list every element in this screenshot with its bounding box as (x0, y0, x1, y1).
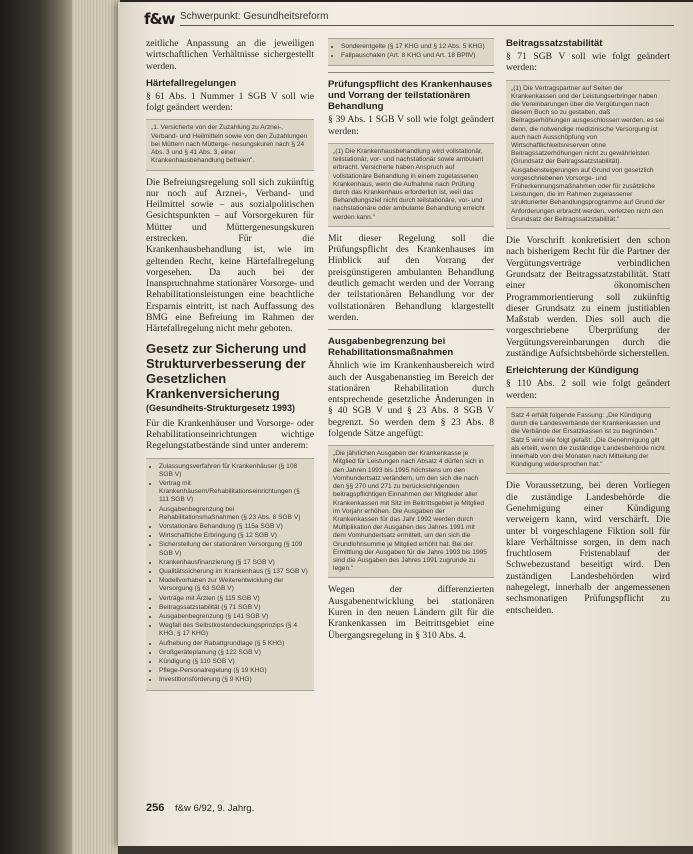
list-item: • Investitionsförderung (§ 9 KHG) (159, 676, 309, 684)
quote-box: „Die jährlichen Ausgaben der Krankenkasse je Mitglied für Leistungen nach Absatz 4 dürfen sich in den Jahren 1993 bis 1995 höchstens um den Vomhundertsatz verändern, um den sich die nach den §§ 270 und 271 zu berücksichtigenden beitragspflichtigen Einnahmen der Mitglieder aller Krankenkassen mit Sitz im Beitrittsgebiet je Mitglied im Vorjahr erhöhen. Die Ausgaben der Krankenkassen für das Jahr 1992 werden durch Multiplikation der Ausgaben des Jahres 1991 mit dem Vomhundertsatz ermittelt, um den sich die Grundlohnsumme je Mitglied erhöht hat. Bei der Ermittlung der Ausgaben für die Jahre 1993 bis 1995 sind die Ausgaben des Jahres 1991 zugrunde zu legen." (328, 445, 494, 578)
quote-box: „1. Versicherte von der Zuzahlung zu Arznei-, Verband- und Heilmitteln sowie von den Zuzahlungen bei Müttern nach Mütterge- nesungskuren nach § 24 Abs. 3 und § 41 Abs. 3, einer Krankenhausbehandlung befreien". (146, 119, 314, 170)
running-header (144, 10, 674, 32)
section-heading: Härtefallregelungen (146, 77, 237, 89)
journal-logo: f&w (144, 10, 175, 28)
list-item: • Wirtschaftliche Erbringung (§ 12 SGB V) (159, 532, 309, 540)
list-item: • Sicherstellung der stationären Versorgung (§ 109 SGB V) (159, 541, 309, 557)
list-item: • Ausgabenbegrenzung (§ 141 SGB V) (159, 613, 309, 621)
column-1 (146, 38, 314, 697)
list-item: • Kündigung (§ 110 SGB V) (159, 658, 309, 666)
page-edges (72, 0, 120, 854)
header-rule (180, 25, 674, 26)
paragraph: Die Vorschrift konkretisiert den schon nach bisherigem Recht für die Partner der Vergütungsverträge verbindlichen Grundsatz der Beitragssatzstabilität. Statt einer ökonomischen Programmorientierung soll zukünftig dieser Grundsatz zu einem justitiablen Maßstab werden. Dies soll auch die vorgeschriebene Überprüfung der Vergütungsvereinbarungen durch die zuständige Aufsichtsbehörde sicherstellen. (506, 235, 670, 360)
section-heading: Erleichterung der Kündigung (506, 365, 639, 377)
section-heading: Beitragssatzstabilität (506, 38, 603, 49)
list-item: • Ausgabenbegrenzung bei Rehabilitationsmaßnahmen (§ 23 Abs. 8 SGB V) (159, 506, 309, 522)
paragraph: Die Befreiungsregelung soll sich zukünftig nur noch auf Arznei-, Verband- und Heilmittel sowie – aus sozialpolitischen Gesichtspunkten – auf Vorsorgekuren für Mütter und Müttergenesungskuren erstrecken. Für die Krankenhausbehandlung ist, wie im geltenden Recht, keine Härtefallregelung vorgesehen. Da auch bei der Inanspruchnahme stationärer Vorsorge- und Rehabilitationsleistungen eine beachtliche Ersparnis eintritt, ist nach Auffassung des BMG eine Befreiung im Rahmen der Härtefallregelung nicht mehr geboten. (146, 176, 314, 335)
list-item: • Aufhebung der Rabattgrundlage (§ 5 KHG) (159, 640, 309, 648)
paragraph: § 110 Abs. 2 soll wie folgt geändert werden: (506, 378, 670, 401)
regulation-list (333, 43, 489, 60)
paragraph: Ähnlich wie im Krankenhausbereich wird auch der Ausgabenanstieg im Bereich der stationären Rehabilitation durch entsprechende gesetzliche Änderungen in § 40 SGB V und § 23 Abs. 8 SGB V begrenzt. So werden dem § 23 Abs. 8 folgende Sätze angefügt: (328, 360, 494, 439)
list-item: • Verträge mit Ärzten (§ 115 SGB V) (159, 595, 309, 603)
paragraph: Wegen der differenzierten Ausgabenentwicklung bei stationären Kuren in den neuen Ländern gilt für die Krankenkassen im Beitrittsgebiet eine Übergangsregelung in § 310 Abs. 4. (328, 584, 494, 641)
list-item: • Sonderentgelte (§ 17 KHG und § 12 Abs. 5 KHG) (341, 43, 489, 51)
regulation-list-box-cont (328, 38, 494, 66)
paragraph: § 61 Abs. 1 Nummer 1 SGB V soll wie folgt geändert werden: (146, 90, 314, 114)
paragraph: zeitliche Anpassung an die jeweiligen wirtschaftlichen Verhältnisse sichergestellt werden. (146, 38, 314, 72)
list-item: • Vertrag mit Krankenhäusern/Rehabilitationseinrichtungen (§ 111 SGB V) (159, 480, 309, 505)
list-item: • Qualitätssicherung im Krankenhaus (§ 137 SGB V) (159, 568, 309, 576)
paragraph: Die Voraussetzung, bei deren Vorliegen die zuständige Landesbehörde die Genehmigung einer Kündigung verweigern kann, wird verschärft. Die unter bl vorgeschlagene Fiktion soll für klare Verhältnisse sorgen, in dem nach fruchtlosem Fristenablauf der Schwebezustand beseitigt wird. Den zuständigen Landesbehörden wird nahegelegt, innerhalb der angemessenen sechsmonatigen Prüfungspflicht zu entscheiden. (506, 480, 670, 616)
list-item: • Zulassungsverfahren für Krankenhäuser (§ 108 SGB V) (159, 463, 309, 479)
journal-issue: f&w 6/92, 9. Jahrg. (175, 803, 255, 814)
list-item: • Pflege-Personalregelung (§ 19 KHG) (159, 667, 309, 675)
list-item: • Wegfall des Selbstkostendeckungsprinzips (§ 4 KHG, § 17 KHG) (159, 622, 309, 638)
quote-box: Satz 4 erhält folgende Fassung: „Die Kündigung durch die Landesverbände der Krankenkassen und die Verbände der Ersatzkassen ist zu begründen." Satz 5 wird wie folgt gefaßt: „Die Genehmigung gilt als erteilt, wenn die zuständige Landesbehörde nicht innerhalb von drei Monaten nach Mitteilung der Kündigung widersprochen hat." (506, 407, 670, 474)
page-bottom-shadow (118, 846, 693, 854)
list-item: • Krankenhausfinanzierung (§ 17 SGB V) (159, 559, 309, 567)
paragraph: Für die Krankenhäuser und Vorsorge- oder Rehabilitationseinrichtungen wichtige Regelungstatbestände sind unter anderem: (146, 417, 314, 452)
list-item: • Fallpauschalen (Art. 8 KHG und Art. 18 BPflV) (341, 52, 489, 60)
quote-box: „(1) Die Vertragspartner auf Seiten der Krankenkassen und der Leistungserbringer haben die Vereinbarungen über die Vergütungen nach diesem Buch so zu gestalten, daß Beitragserhöhungen ausgeschlossen werden, es sei denn, die notwendige medizinische Versorgung ist auch nach Ausschöpfung von Wirtschaftlichkeitsreserven ohne Beitragssatzerhöhungen nicht zu gewährleisten (Grundsatz der Beitragssatzstabilität). Ausgabensteigerungen auf Grund von gesetzlich vorgeschriebenen Vorsorge- und Früherkennungsmaßnahmen oder für zusätzliche Leistungen, die im Rahmen zugelassener strukturierter Behandlungsprogramme auf Grund der Anforderungen erbracht werden, verletzen nicht den Grundsatz der Beitragssatzstabilität." (506, 80, 670, 229)
book-spine (0, 0, 72, 854)
list-item: • Vorstationäre Behandlung (§ 115a SGB V) (159, 523, 309, 531)
page-footer (146, 802, 254, 814)
regulation-list-box (146, 458, 314, 691)
page-number: 256 (146, 802, 165, 814)
list-item: • Großgeräteplanung (§ 122 SGB V) (159, 649, 309, 657)
sub-heading: (Gesundheits-Strukturgesetz 1993) (146, 402, 296, 413)
column-2 (328, 38, 494, 647)
section-heading: Ausgabenbegrenzung bei Rehabilitationsmaßnahmen (328, 336, 454, 359)
list-item: • Modellvorhaben zur Weiterentwicklung der Versorgung (§ 63 SGB V) (159, 577, 309, 593)
main-heading: Gesetz zur Sicherung und Strukturverbesserung der Gesetzlichen Krankenversicherung (146, 340, 307, 401)
regulation-list (151, 463, 309, 685)
paragraph: § 71 SGB V soll wie folgt geändert werden: (506, 51, 670, 74)
paragraph: § 39 Abs. 1 SGB V soll wie folgt geändert werden: (328, 114, 494, 137)
section-heading: Prüfungspflicht des Krankenhauses und Vorrang der teilstationären Behandlung (328, 79, 493, 113)
column-3 (506, 38, 670, 622)
document-page (118, 2, 693, 846)
divider (328, 72, 494, 73)
list-item: • Beitragssatzstabilität (§ 71 SGB V) (159, 604, 309, 612)
paragraph: Mit dieser Regelung soll die Prüfungspflicht des Krankenhauses im Hinblick auf den Vorrang der preisgünstigeren ambulanten Behandlung deutlich gemacht werden und der Vorrang der teilstationären Behandlung vor der vollstationären Behandlung klargestellt werden. (328, 232, 494, 323)
divider (328, 329, 494, 330)
running-title: Schwerpunkt: Gesundheitsreform (180, 11, 329, 22)
quote-box: „(1) Die Krankenhausbehandlung wird vollstationär, teilstationär, vor- und nachstationär sowie ambulant erbracht. Versicherte haben Anspruch auf vollstationäre Behandlung in einem zugelassenen Krankenhaus, wenn die Aufnahme nach Prüfung durch das Krankenhaus erforderlich ist, weil das Behandlungsziel nicht durch teilstationäre, vor- und nachstationäre oder ambulante Behandlung erreicht werden kann." (328, 143, 494, 227)
